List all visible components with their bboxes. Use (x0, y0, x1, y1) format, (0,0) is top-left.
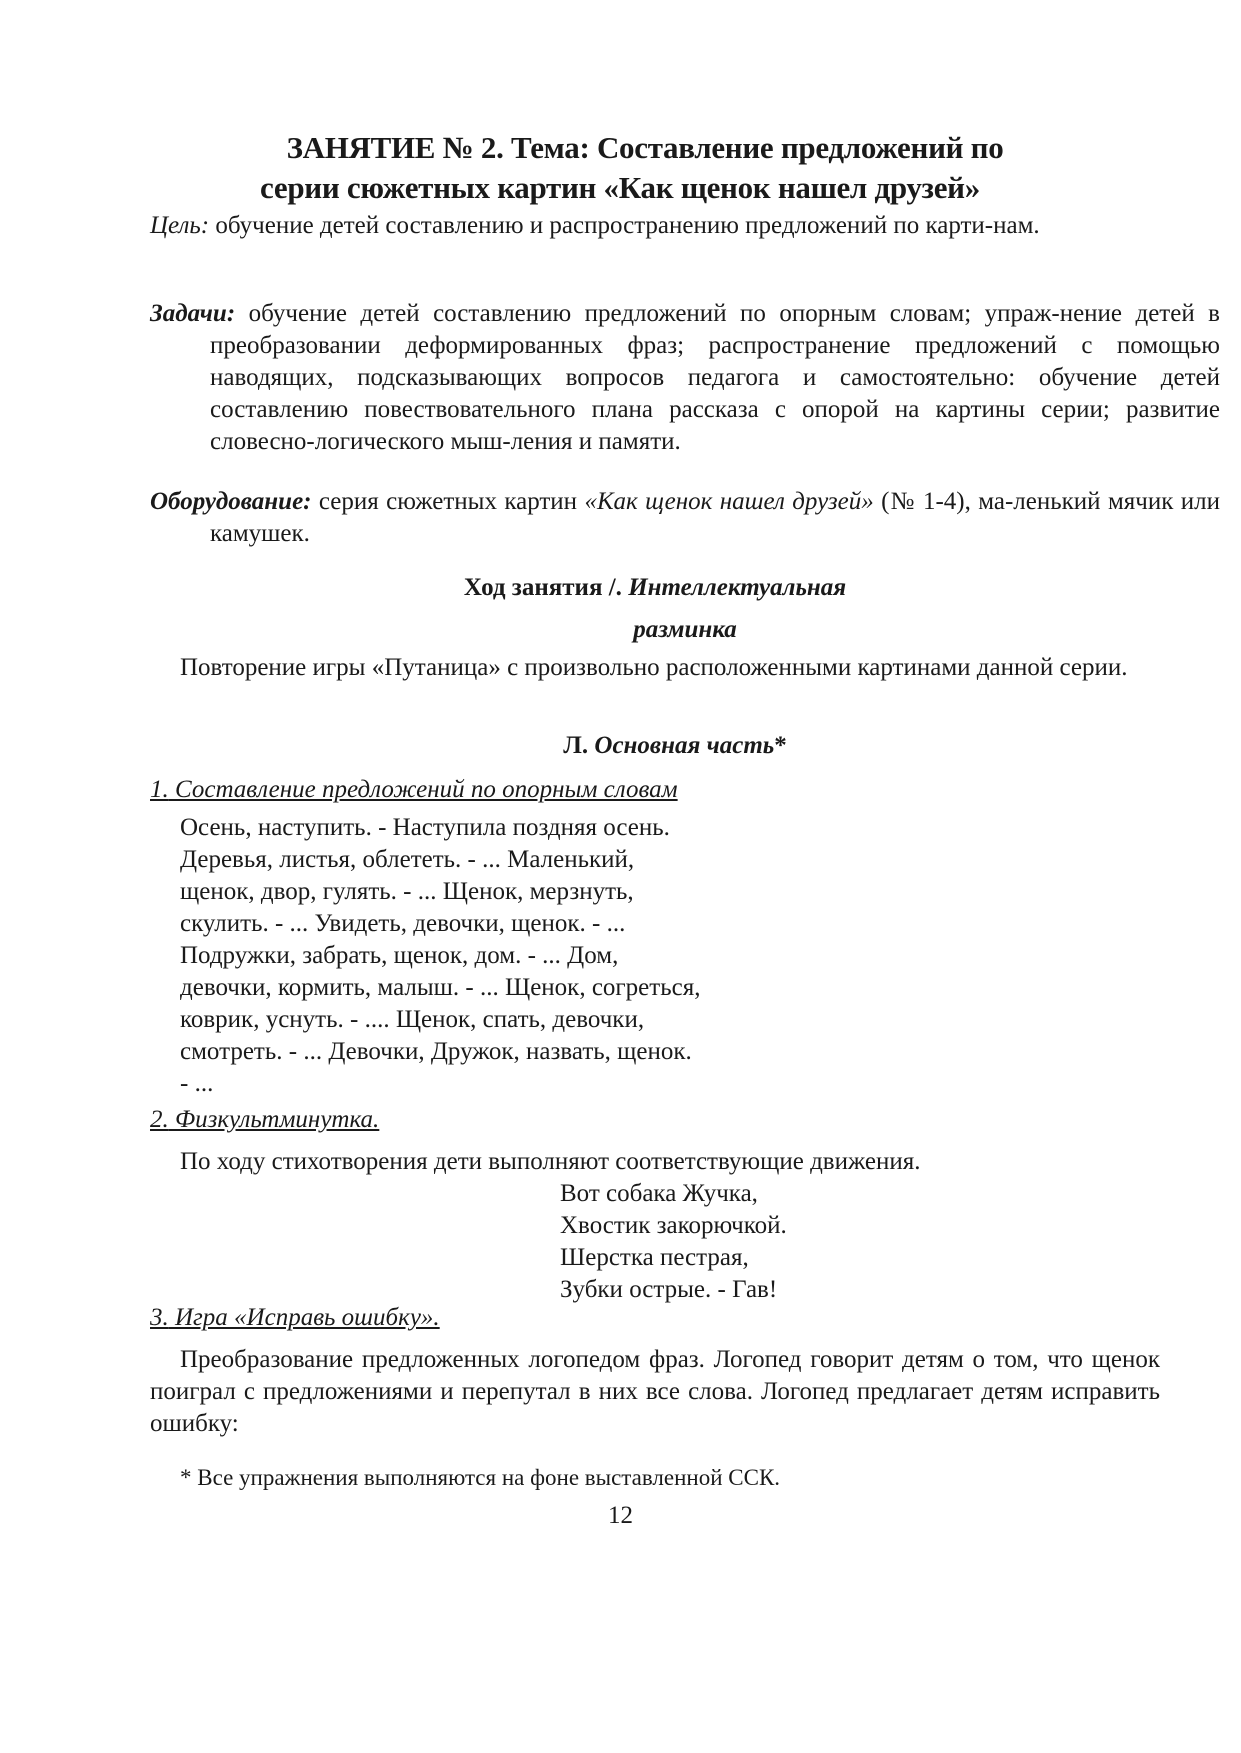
list-item: Деревья, листья, облететь. - ... Маленький, (180, 846, 635, 873)
title-line-2: серии сюжетных картин «Как щенок нашел друзей» (260, 170, 980, 205)
list-item: смотреть. - ... Девочки, Дружок, назвать, щенок. (180, 1038, 692, 1065)
equipment-label: Оборудование: (150, 488, 312, 515)
section-3-heading (150, 1302, 440, 1334)
course-heading-italic-2: разминка (633, 616, 737, 643)
list-item: Осень, наступить. - Наступила поздняя осень. (180, 814, 670, 841)
poem-line: Шерстка пестрая, (560, 1244, 749, 1271)
section-1-heading (150, 774, 678, 806)
tasks-label: Задачи: (150, 300, 236, 327)
course-heading-italic: Интеллектуальная (621, 574, 847, 601)
poem (560, 1178, 787, 1306)
footnote: * Все упражнения выполняются на фоне выставленной ССК. (180, 1465, 781, 1490)
equipment-text-italic: «Как щенок нашел друзей» (584, 488, 874, 515)
list-item: девочки, кормить, малыш. - ... Щенок, согреться, (180, 974, 701, 1001)
list-item: коврик, уснуть. - .... Щенок, спать, девочки, (180, 1006, 645, 1033)
poem-line: Зубки острые. - Гав! (560, 1276, 778, 1303)
section-3-paragraph: Преобразование предложенных логопедом фраз. Логопед говорит детям о том, что щенок поиграл с предложениями и перепутал в них все слова. Логопед предлагает детям исправить ошибку: (150, 1346, 1160, 1437)
page-number: 12 (608, 1502, 633, 1529)
title-line-1: ЗАНЯТИЕ № 2. Тема: Составление предложений по (286, 130, 1004, 165)
section-2-number: 2. (150, 1106, 169, 1133)
section-1-lines (180, 812, 700, 1100)
main-part-heading (150, 730, 1180, 762)
goal-paragraph (150, 210, 1220, 242)
equipment-text-a: серия сюжетных картин (311, 488, 585, 515)
course-heading-bold: Ход занятия /. (463, 574, 622, 601)
section-2-intro (180, 1146, 921, 1178)
list-item: скулить. - ... Увидеть, девочки, щенок. - ... (180, 910, 626, 937)
goal-text: обучение детей составлению и распространению предложений по карти-нам. (209, 212, 1040, 239)
main-part-bold: Л. (563, 732, 589, 759)
goal-label: Цель: (150, 212, 210, 239)
course-heading-2 (150, 614, 1190, 646)
tasks-paragraph (150, 298, 1220, 458)
equipment-paragraph (150, 486, 1220, 550)
tasks-text: обучение детей составлению предложений по опорным словам; упраж-нение детей в преобразовании деформированных фраз; распространение предложений с помощью наводящих, подсказывающих вопросов педагога и самостоятельно: обучение детей составлению повествовательного плана рассказа с опорой на картины серии; развитие словесно-логического мыш-ления и памяти. (210, 300, 1220, 455)
footnote-mark: * (774, 732, 787, 759)
section-2-intro-text: По ходу стихотворения дети выполняют соответствующие движения. (180, 1148, 921, 1175)
section-3-title: Игра «Исправь ошибку». (168, 1304, 440, 1331)
section-3-number: 3. (150, 1304, 169, 1331)
list-item: Подружки, забрать, щенок, дом. - ... Дом, (180, 942, 619, 969)
list-item: - ... (180, 1070, 214, 1097)
section-1-title: Составление предложений по опорным словам (168, 776, 678, 803)
main-part-italic: Основная часть (588, 732, 775, 759)
section-2-title: Физкультминутка. (168, 1106, 380, 1133)
list-item: щенок, двор, гулять. - ... Щенок, мерзнуть, (180, 878, 634, 905)
lesson-title (150, 128, 1090, 208)
poem-line: Хвостик закорючкой. (560, 1212, 787, 1239)
warmup-paragraph: Повторение игры «Путаница» с произвольно расположенными картинами данной серии. (180, 654, 1128, 681)
poem-line: Вот собака Жучка, (560, 1180, 758, 1207)
equipment-text-b: (№ 1-4), ма-ленький мячик или камушек. (210, 488, 1220, 547)
section-2-heading (150, 1104, 379, 1136)
section-1-number: 1. (150, 776, 169, 803)
course-heading (150, 572, 1160, 604)
